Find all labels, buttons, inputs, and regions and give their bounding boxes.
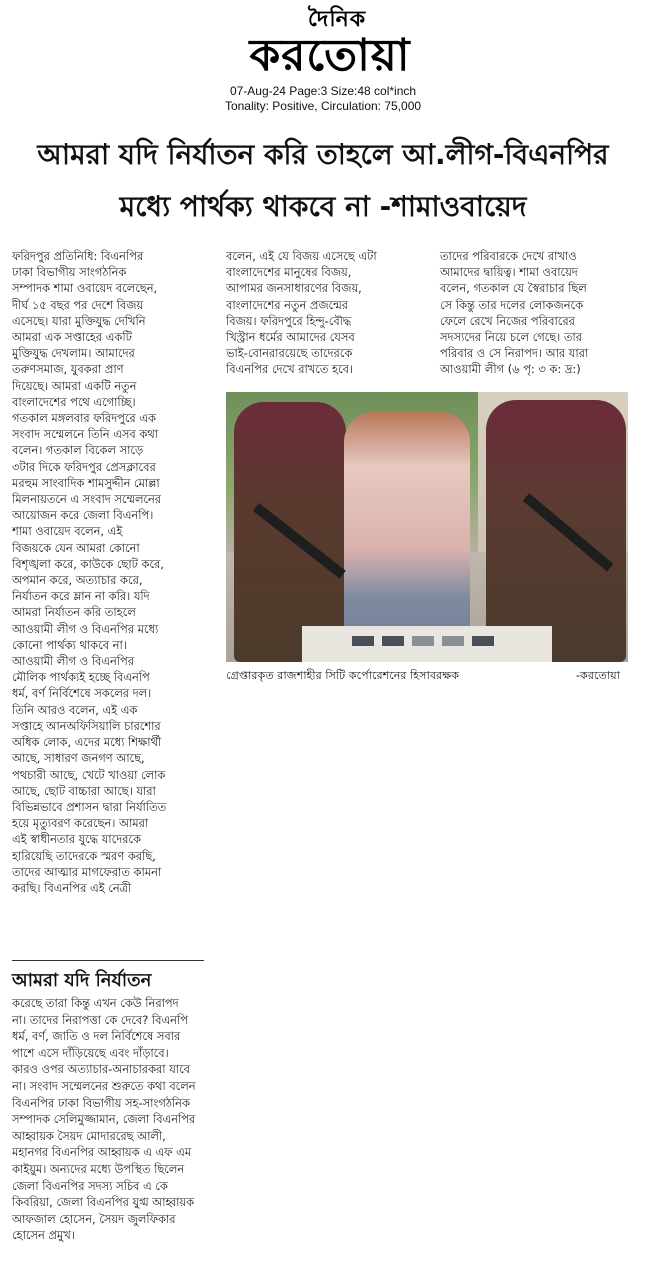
photo-seized-item: [352, 636, 374, 646]
headline-line-1: আমরা যদি নির্যাতন করি তাহলে আ.লীগ-বিএনপির: [37, 138, 609, 171]
photo-seized-item: [412, 636, 434, 646]
continuation-title: আমরা যদি নির্যাতন: [12, 970, 152, 991]
article-column-1: ফরিদপুর প্রতিনিধি: বিএনপির ঢাকা বিভাগীয় সাংগঠনিক সম্পাদক শামা ওবায়েদ বলেছেন, দীর্ঘ ১৫ বছর পর দেশে বিজয় এসেছে। যারা মুক্তিযুদ্ধ দেখিনি আমরা এক সপ্তাহের একটি মুক্তিযুদ্ধ দেখলাম। আমাদের তরুণসমাজ, যুবকরা প্রাণ দিয়েছে। আমরা একটি নতুন বাংলাদেশের পথে এগোচ্ছি। গতকাল মঙ্গলবার ফরিদপুরে এক সংবাদ সম্মেলনে তিনি এসব কথা বলেন। গতকাল বিকেল সাড়ে ৩টার দিকে ফরিদপুর প্রেসক্লাবের মরহুম সাংবাদিক শামসুদ্দীন মোল্লা মিলনায়তনে এ সংবাদ সম্মেলনের আয়োজন করে জেলা বিএনপি। শামা ওবায়েদ বলেন, এই বিজয়কে যেন আমরা কোনো বিশৃঙ্খলা করে, কাউকে ছোট করে, অপমান করে, অত্যাচার করে, নির্যাতন করে ম্লান না করি। যদি আমরা নির্যাতন করি তাহলে আওয়ামী লীগ ও বিএনপির মধ্যে কোনো পার্থক্য থাকবে না। আওয়ামী লীগ ও বিএনপির মৌলিক পার্থক্যই হচ্ছে বিএনপি ধর্ম, বর্ণ নির্বিশেষে সকলের দল। তিনি আরও বলেন, এই এক সপ্তাহে আনঅফিসিয়ালি চারশোর অধিক লোক, এদের মধ্যে শিক্ষার্থী আছে, সাধারণ জনগণ আছে, পথচারী আছে, খেটে খাওয়া লোক আছে, ছোট বাচ্চারা আছে। যারা বিভিন্নভাবে প্রশাসন দ্বারা নির্যাতিত হয়ে মৃত্যুবরণ করেছেন। আমরা এই স্বাধীনতার যুদ্ধে যাদেরকে হারিয়েছি তাদেরকে স্মরণ করছি, তাদের আত্মার মাগফেরাত কামনা করছি। বিএনপির এই নেত্রী: [12, 249, 167, 895]
photo-caption: গ্রেপ্তারকৃত রাজশাহীর সিটি কর্পোরেশনের হিসাবরক্ষক: [226, 669, 460, 682]
photo-credit: -করতোয়া: [576, 669, 620, 682]
continuation-divider: [12, 960, 204, 961]
continuation-body: করেছে তারা কিন্তু এখন কেউ নিরাপদ না। তাদের নিরাপত্তা কে দেবে? বিএনপি ধর্ম, বর্ণ, জাতি ও দল নির্বিশেষে সবার পাশে এসে দাঁড়িয়েছে এবং দাঁড়াবে। কারও ওপর অত্যাচার-অনাচারকরা যাবে না। সংবাদ সম্মেলনের শুরুতে কথা বলেন বিএনপির ঢাকা বিভাগীয় সহ-সাংগঠনিক সম্পাদক সেলিমুজ্জামান, জেলা বিএনপির আহ্বায়ক সৈয়দ মোদাররেছ আলী, মহানগর বিএনপির আহ্বায়ক এ এফ এম কাইয়ুম। অন্যদের মধ্যে উপস্থিত ছিলেন জেলা বিএনপির সদস্য সচিব এ কে কিবরিয়া, জেলা বিএনপির যুগ্ম আহ্বায়ক আফজাল হোসেন, সৈয়দ জুলফিকার হোসেন প্রমুখ।: [12, 996, 196, 1243]
news-photo: [226, 392, 628, 662]
masthead-logo: করতোয়া: [249, 30, 411, 81]
article-column-3: তাদের পরিবারকে দেখে রাখাও আমাদের দ্বায়িত্ব। শামা ওবায়েদ বলেন, গতকাল যে স্বৈরাচার ছিল সে কিন্তু তার দলের লোকজনকে ফেলে রেখে নিজের পরিবারের সদস্যদের নিয়ে চলে গেছে। তার পরিবার ও সে নিরাপদ। আর যারা আওয়ামী লীগ (৬ পৃ: ৩ ক: দ্র:): [440, 249, 589, 377]
headline-line-2: মধ্যে পার্থক্য থাকবে না -শামাওবায়েদ: [119, 190, 527, 223]
photo-seized-item: [442, 636, 464, 646]
clip-meta-tonality: Tonality: Positive, Circulation: 75,000: [224, 99, 422, 113]
photo-soldier-right: [486, 400, 626, 662]
photo-seized-item: [472, 636, 494, 646]
clip-meta-date-size: 07-Aug-24 Page:3 Size:48 col*inch: [229, 84, 417, 98]
photo-man-center: [344, 412, 470, 662]
masthead-dainik: দৈনিক: [307, 7, 367, 32]
photo-seized-item: [382, 636, 404, 646]
article-column-2: বলেন, এই যে বিজয় এসেছে এটা বাংলাদেশের মানুষের বিজয়, আপামর জনসাধারণের বিজয়, বাংলাদেশের নতুন প্রজন্মের বিজয়। ফরিদপুরে হিন্দু-বৌদ্ধ খিস্ট্রান ধর্মের আমাদের যেসব ভাই-বোনরারয়েছে তাদেরকে বিএনপির দেখে রাখতে হবে।: [226, 249, 377, 377]
